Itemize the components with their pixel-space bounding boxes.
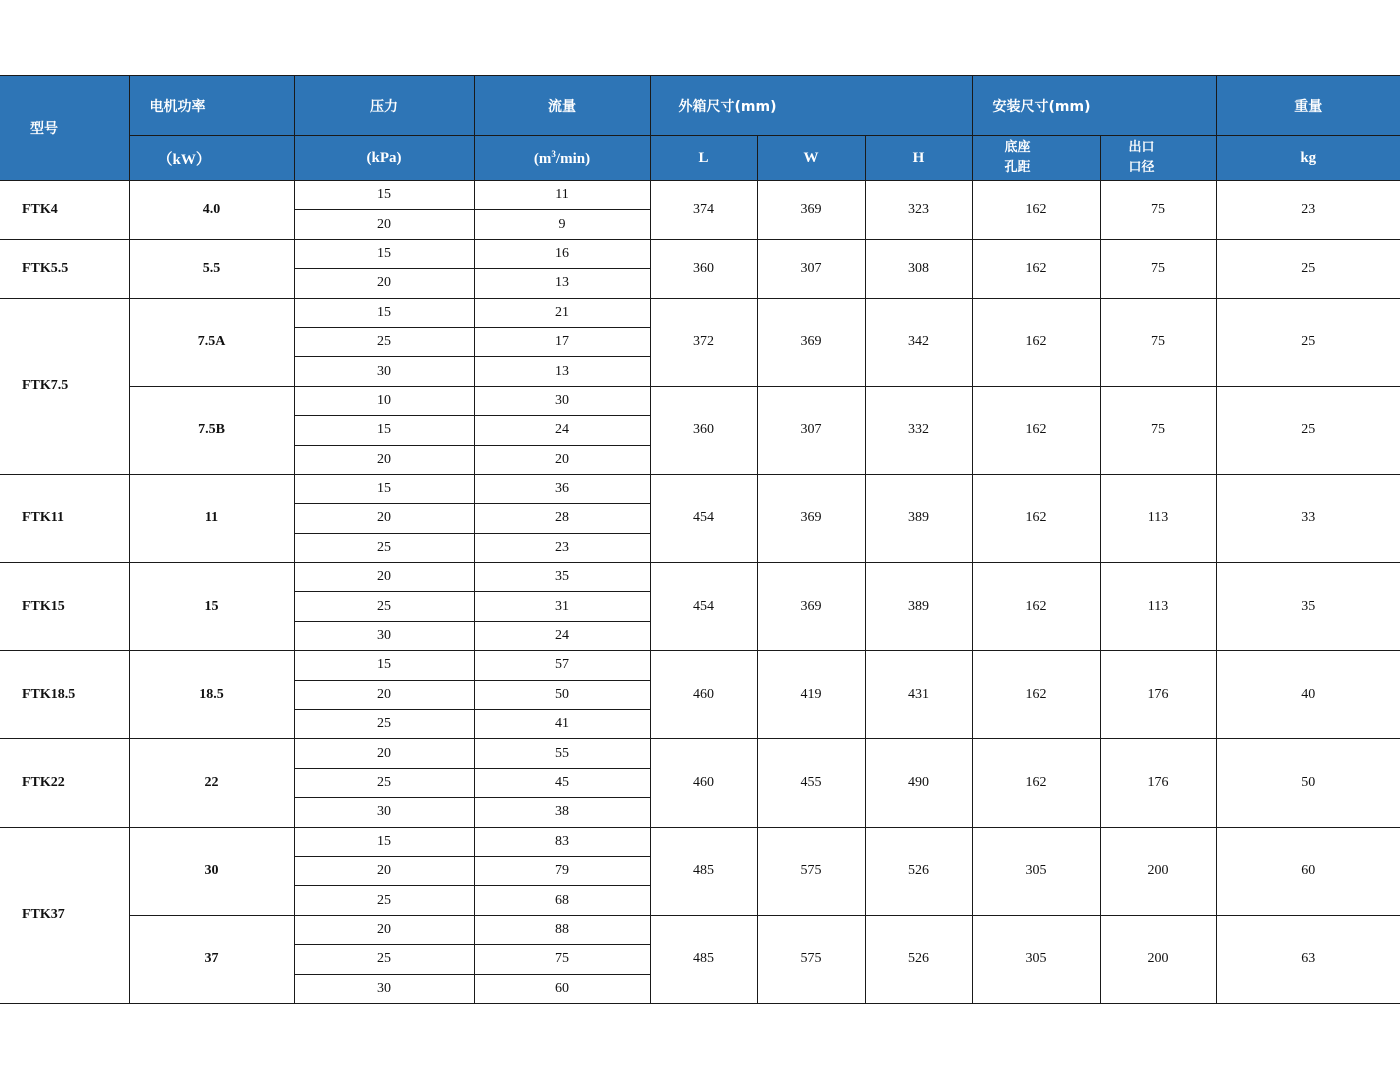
header-weight: 重量 xyxy=(1216,76,1400,136)
flow-cell: 11 xyxy=(474,181,650,210)
width-cell: 307 xyxy=(757,239,865,298)
length-cell: 460 xyxy=(650,651,757,739)
flow-cell: 60 xyxy=(474,974,650,1003)
table-header xyxy=(0,76,1400,181)
power-cell: 30 xyxy=(129,827,294,915)
length-cell: 485 xyxy=(650,915,757,1003)
flow-cell: 13 xyxy=(474,357,650,386)
base-hole-cell: 305 xyxy=(972,827,1100,915)
power-cell: 7.5B xyxy=(129,386,294,474)
length-cell: 454 xyxy=(650,563,757,651)
header-power-unit: （kW） xyxy=(129,136,294,181)
model-cell: FTK4 xyxy=(0,181,129,240)
weight-cell: 40 xyxy=(1216,651,1400,739)
width-cell: 369 xyxy=(757,563,865,651)
table-body xyxy=(0,181,1400,1004)
table-row xyxy=(0,239,1400,268)
header-flow-unit xyxy=(474,136,650,181)
pressure-cell: 25 xyxy=(294,533,474,562)
weight-cell: 25 xyxy=(1216,239,1400,298)
length-cell: 360 xyxy=(650,386,757,474)
flow-cell: 45 xyxy=(474,768,650,797)
pressure-cell: 20 xyxy=(294,856,474,885)
weight-cell: 25 xyxy=(1216,386,1400,474)
spec-table xyxy=(0,75,1400,1004)
pressure-cell: 20 xyxy=(294,915,474,944)
pressure-cell: 20 xyxy=(294,445,474,474)
model-cell: FTK37 xyxy=(0,827,129,1003)
table-row xyxy=(0,739,1400,768)
height-cell: 431 xyxy=(865,651,972,739)
base-hole-cell: 162 xyxy=(972,739,1100,827)
outlet-cell: 75 xyxy=(1100,298,1216,386)
table-row xyxy=(0,827,1400,856)
flow-cell: 30 xyxy=(474,386,650,415)
outlet-cell: 200 xyxy=(1100,827,1216,915)
width-cell: 455 xyxy=(757,739,865,827)
base-hole-cell: 162 xyxy=(972,563,1100,651)
flow-cell: 55 xyxy=(474,739,650,768)
table-row xyxy=(0,563,1400,592)
outlet-cell: 176 xyxy=(1100,739,1216,827)
header-outlet xyxy=(1100,136,1216,181)
flow-cell: 13 xyxy=(474,269,650,298)
flow-cell: 50 xyxy=(474,680,650,709)
model-cell: FTK15 xyxy=(0,563,129,651)
flow-unit-post: /min) xyxy=(555,150,591,167)
power-cell: 18.5 xyxy=(129,651,294,739)
outlet-cell: 176 xyxy=(1100,651,1216,739)
table-row xyxy=(0,915,1400,944)
header-W: W xyxy=(757,136,865,181)
length-cell: 372 xyxy=(650,298,757,386)
power-cell: 22 xyxy=(129,739,294,827)
table-row xyxy=(0,474,1400,503)
pressure-cell: 30 xyxy=(294,357,474,386)
flow-cell: 31 xyxy=(474,592,650,621)
width-cell: 419 xyxy=(757,651,865,739)
weight-cell: 50 xyxy=(1216,739,1400,827)
flow-cell: 83 xyxy=(474,827,650,856)
base-hole-cell: 305 xyxy=(972,915,1100,1003)
header-power: 电机功率 xyxy=(129,76,294,136)
header-box-size: 外箱尺寸(mm) xyxy=(650,76,972,136)
pressure-cell: 25 xyxy=(294,886,474,915)
flow-cell: 28 xyxy=(474,504,650,533)
flow-cell: 16 xyxy=(474,239,650,268)
pressure-cell: 15 xyxy=(294,298,474,327)
pressure-cell: 25 xyxy=(294,768,474,797)
pressure-cell: 20 xyxy=(294,563,474,592)
table-row xyxy=(0,181,1400,210)
outlet-cell: 75 xyxy=(1100,239,1216,298)
height-cell: 308 xyxy=(865,239,972,298)
base-hole-line2: 孔距 xyxy=(1004,160,1031,175)
pressure-cell: 20 xyxy=(294,504,474,533)
pressure-cell: 20 xyxy=(294,210,474,239)
header-model: 型号 xyxy=(0,76,129,181)
length-cell: 485 xyxy=(650,827,757,915)
outlet-line2: 口径 xyxy=(1128,160,1155,175)
width-cell: 369 xyxy=(757,181,865,240)
width-cell: 369 xyxy=(757,298,865,386)
flow-cell: 35 xyxy=(474,563,650,592)
flow-cell: 79 xyxy=(474,856,650,885)
flow-cell: 24 xyxy=(474,416,650,445)
pressure-cell: 25 xyxy=(294,327,474,356)
table-row xyxy=(0,651,1400,680)
flow-cell: 57 xyxy=(474,651,650,680)
table-row xyxy=(0,386,1400,415)
power-cell: 4.0 xyxy=(129,181,294,240)
model-cell: FTK7.5 xyxy=(0,298,129,474)
width-cell: 575 xyxy=(757,827,865,915)
flow-cell: 41 xyxy=(474,710,650,739)
outlet-line1: 出口 xyxy=(1128,140,1155,155)
power-cell: 7.5A xyxy=(129,298,294,386)
power-cell: 5.5 xyxy=(129,239,294,298)
outlet-cell: 75 xyxy=(1100,181,1216,240)
pressure-cell: 15 xyxy=(294,651,474,680)
weight-cell: 25 xyxy=(1216,298,1400,386)
weight-cell: 35 xyxy=(1216,563,1400,651)
pressure-cell: 25 xyxy=(294,710,474,739)
flow-cell: 68 xyxy=(474,886,650,915)
pressure-cell: 15 xyxy=(294,474,474,503)
header-pressure-unit: (kPa) xyxy=(294,136,474,181)
base-hole-line1: 底座 xyxy=(1004,140,1031,155)
flow-cell: 75 xyxy=(474,945,650,974)
flow-cell: 36 xyxy=(474,474,650,503)
flow-cell: 38 xyxy=(474,798,650,827)
header-L: L xyxy=(650,136,757,181)
height-cell: 389 xyxy=(865,563,972,651)
pressure-cell: 10 xyxy=(294,386,474,415)
flow-cell: 20 xyxy=(474,445,650,474)
base-hole-cell: 162 xyxy=(972,651,1100,739)
header-flow: 流量 xyxy=(474,76,650,136)
pressure-cell: 15 xyxy=(294,239,474,268)
outlet-cell: 113 xyxy=(1100,563,1216,651)
outlet-cell: 200 xyxy=(1100,915,1216,1003)
width-cell: 575 xyxy=(757,915,865,1003)
length-cell: 374 xyxy=(650,181,757,240)
height-cell: 332 xyxy=(865,386,972,474)
pressure-cell: 20 xyxy=(294,269,474,298)
model-cell: FTK11 xyxy=(0,474,129,562)
length-cell: 460 xyxy=(650,739,757,827)
weight-cell: 23 xyxy=(1216,181,1400,240)
power-cell: 37 xyxy=(129,915,294,1003)
header-base-hole xyxy=(972,136,1100,181)
width-cell: 307 xyxy=(757,386,865,474)
model-cell: FTK18.5 xyxy=(0,651,129,739)
header-pressure: 压力 xyxy=(294,76,474,136)
height-cell: 526 xyxy=(865,915,972,1003)
length-cell: 454 xyxy=(650,474,757,562)
pressure-cell: 15 xyxy=(294,181,474,210)
base-hole-cell: 162 xyxy=(972,181,1100,240)
flow-cell: 9 xyxy=(474,210,650,239)
header-install-size: 安装尺寸(mm) xyxy=(972,76,1216,136)
model-cell: FTK5.5 xyxy=(0,239,129,298)
pressure-cell: 15 xyxy=(294,827,474,856)
flow-cell: 17 xyxy=(474,327,650,356)
length-cell: 360 xyxy=(650,239,757,298)
pressure-cell: 30 xyxy=(294,974,474,1003)
header-H: H xyxy=(865,136,972,181)
height-cell: 323 xyxy=(865,181,972,240)
outlet-cell: 113 xyxy=(1100,474,1216,562)
power-cell: 15 xyxy=(129,563,294,651)
flow-cell: 21 xyxy=(474,298,650,327)
model-cell: FTK22 xyxy=(0,739,129,827)
flow-unit-pre: (m xyxy=(533,150,552,167)
height-cell: 526 xyxy=(865,827,972,915)
table-row xyxy=(0,298,1400,327)
power-cell: 11 xyxy=(129,474,294,562)
pressure-cell: 15 xyxy=(294,416,474,445)
flow-cell: 88 xyxy=(474,915,650,944)
outlet-cell: 75 xyxy=(1100,386,1216,474)
flow-unit-sup: 3 xyxy=(551,148,556,159)
height-cell: 490 xyxy=(865,739,972,827)
weight-cell: 63 xyxy=(1216,915,1400,1003)
pressure-cell: 20 xyxy=(294,680,474,709)
height-cell: 342 xyxy=(865,298,972,386)
base-hole-cell: 162 xyxy=(972,386,1100,474)
base-hole-cell: 162 xyxy=(972,298,1100,386)
flow-cell: 23 xyxy=(474,533,650,562)
height-cell: 389 xyxy=(865,474,972,562)
width-cell: 369 xyxy=(757,474,865,562)
pressure-cell: 25 xyxy=(294,592,474,621)
header-weight-unit: kg xyxy=(1216,136,1400,181)
base-hole-cell: 162 xyxy=(972,474,1100,562)
pressure-cell: 20 xyxy=(294,739,474,768)
flow-cell: 24 xyxy=(474,621,650,650)
pressure-cell: 30 xyxy=(294,798,474,827)
weight-cell: 33 xyxy=(1216,474,1400,562)
pressure-cell: 25 xyxy=(294,945,474,974)
base-hole-cell: 162 xyxy=(972,239,1100,298)
weight-cell: 60 xyxy=(1216,827,1400,915)
pressure-cell: 30 xyxy=(294,621,474,650)
